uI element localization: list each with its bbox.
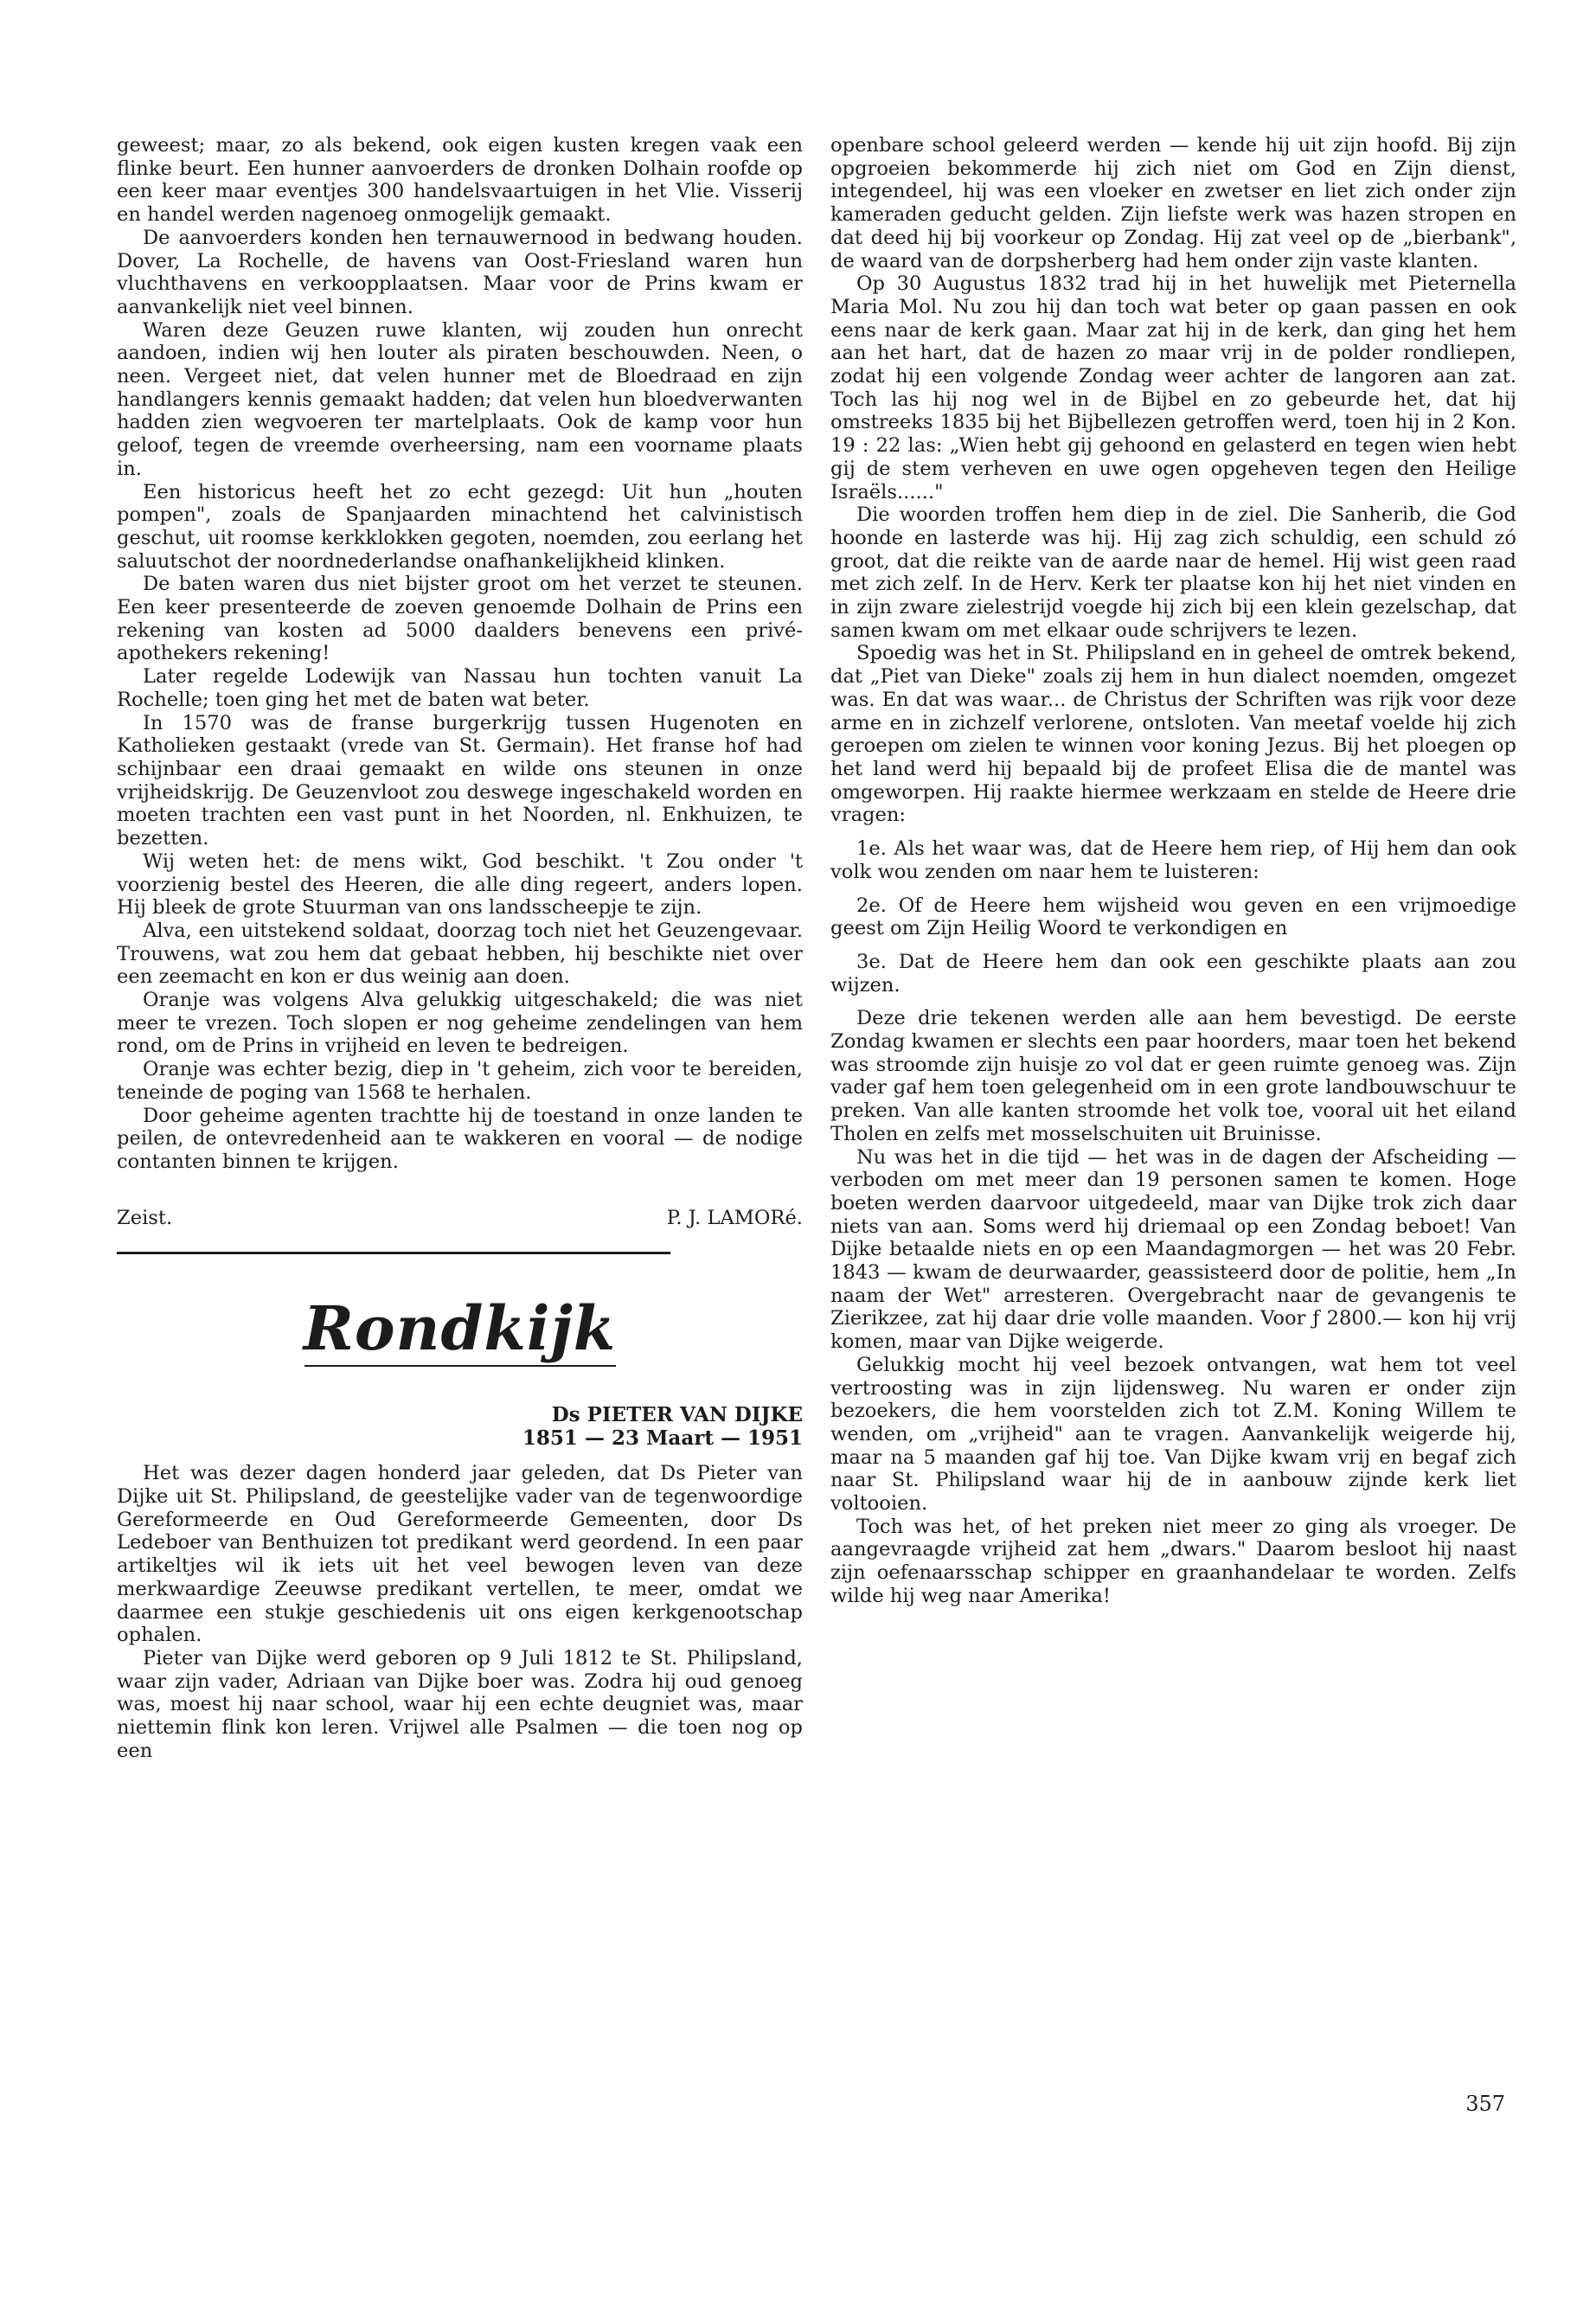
article-paragraph: Op 30 Augustus 1832 trad hij in het huwelijk met Pieternella Maria Mol. Nu zou hij dan toch wat beter op gaan passen en ook eens naar de kerk gaan. Maar zat hij in de kerk, dan ging het hem aan het hart, dat de hazen zo maar vrij in de polder rondliepen, zodat hij een volgende Zondag weer achter de langoren aan zat. Toch las hij nog wel in de Bijbel en zo gebeurde het, dat hij omstreeks 1835 bij het Bijbellezen getroffen werd, toen hij in 2 Kon. 19 : 22 las: „Wien hebt gij gehoond en gelasterd en tegen wien hebt gij de stem verheven en uwe ogen opgeheven tegen den Heilige Israëls......" xyxy=(830,272,1516,503)
article-paragraph: Alva, een uitstekend soldaat, doorzag toch niet het Geuzengevaar. Trouwens, wat zou hem dat gebaat hebben, hij beschikte niet over een zeemacht en kon er dus weinig aan doen. xyxy=(117,919,803,989)
article-paragraph: Oranje was volgens Alva gelukkig uitgeschakeld; die was niet meer te vrezen. Toch slopen er nog geheime zendelingen van hem rond, om de Prins in vrijheid en leven te bedreigen. xyxy=(117,989,803,1058)
article-paragraph: Die woorden troffen hem diep in de ziel. Die Sanherib, die God hoonde en lasterde was hij. Hij zag zich schuldig, een schuld zó groot, dat die reikte van de aarde naar de hemel. Hij wist geen raad met zich zelf. In de Herv. Kerk ter plaatse kon hij het niet vinden en in zijn zware zielestrijd voegde hij zich bij een klein gezelschap, dat samen kwam om met elkaar oude schrijvers te lezen. xyxy=(830,503,1516,642)
signature-author: P. J. LAMORé. xyxy=(666,1206,803,1229)
question-item: 3e. Dat de Heere hem dan ook een geschikte plaats aan zou wijzen. xyxy=(830,950,1516,997)
article-paragraph: geweest; maar, zo als bekend, ook eigen kusten kregen vaak een flinke beurt. Een hunner aanvoerders de dronken Dolhain roofde op een keer maar eventjes 300 handelsvaartuigen in het Vlie. Visserij en handel werden nagenoeg onmogelijk gemaakt. xyxy=(117,134,803,227)
article-paragraph: De baten waren dus niet bijster groot om het verzet te steunen. Een keer presenteerde de zoeven genoemde Dolhain de Prins een rekening van kosten ad 5000 daalders benevens een privé-apothekers rekening! xyxy=(117,573,803,665)
article-paragraph: Deze drie tekenen werden alle aan hem bevestigd. De eerste Zondag kwamen er slechts een paar hoorders, maar toen het bekend was stroomde zijn huisje zo vol dat er geen ruimte genoeg was. Zijn vader gaf hem toen gelegenheid om in een grote landbouwschuur te preken. Van alle kanten stroomde het volk toe, vooral uit het eiland Tholen en zelfs met mosselschuiten uit Bruinisse. xyxy=(830,1007,1516,1145)
article-paragraph: Wij weten het: de mens wikt, God beschikt. 't Zou onder 't voorzienig bestel des Heeren, die alle ding regeert, anders lopen. Hij bleek de grote Stuurman van ons landsscheepje te zijn. xyxy=(117,849,803,920)
article-signature xyxy=(117,1207,803,1230)
section-divider xyxy=(117,1252,670,1254)
headline-name: Ds PIETER VAN DIJKE xyxy=(551,1403,803,1427)
article-paragraph: Een historicus heeft het zo echt gezegd: Uit hun „houten pompen", zoals de Spanjaarden minachtend het calvinistisch geschut, uit roomse kerkklokken gegoten, noemden, zou eerlang het saluutschot der noordnederlandse onafhankelijkheid klinken. xyxy=(117,480,803,573)
article-paragraph: openbare school geleerd werden — kende hij uit zijn hoofd. Bij zijn opgroeien bekommerde hij zich niet om God en Zijn dienst, integendeel, hij was een vloeker en zwetser en liet zich onder zijn kameraden geducht gelden. Zijn liefste werk was hazen stropen en dat deed hij bij voorkeur op Zondag. Hij zat veel op de „bierbank", de waard van de dorpsherberg had hem onder zijn vaste klanten. xyxy=(830,134,1516,272)
article-paragraph: De aanvoerders konden hen ternauwernood in bedwang houden. Dover, La Rochelle, de havens van Oost-Friesland waren hun vluchthavens en verkoopplaatsen. Maar voor de Prins kwam er aanvankelijk niet veel binnen. xyxy=(117,226,803,318)
article-headline xyxy=(117,1403,803,1450)
article-paragraph: Oranje was echter bezig, diep in 't geheim, zich voor te bereiden, teneinde de poging van 1568 te herhalen. xyxy=(117,1058,803,1104)
question-item: 2e. Of de Heere hem wijsheid wou geven en een vrijmoedige geest om Zijn Heilig Woord te verkondigen en xyxy=(830,894,1516,940)
article-paragraph: Waren deze Geuzen ruwe klanten, wij zouden hun onrecht aandoen, indien wij hen louter als piraten beschouwden. Neen, o neen. Vergeet niet, dat velen hunner met de Bloedraad en zijn handlangers kennis gemaakt hadden; dat velen hun bloedverwanten hadden zien wegvoeren ter martelplaats. Ook de kamp voor hun geloof, tegen de vreemde overheersing, nam een voorname plaats in. xyxy=(117,318,803,480)
article-paragraph: Pieter van Dijke werd geboren op 9 Juli 1812 te St. Philipsland, waar zijn vader, Adriaan van Dijke boer was. Zodra hij oud genoeg was, moest hij naar school, waar hij een echte deugniet was, maar niettemin flink kon leren. Vrijwel alle Psalmen — die toen nog op een xyxy=(117,1646,803,1762)
article-paragraph: Nu was het in die tijd — het was in de dagen der Afscheiding — verboden om met meer dan 19 personen samen te komen. Hoge boeten werden daarvoor uitgedeeld, maar van Dijke trok zich daar niets van aan. Soms werd hij driemaal op een Zondag beboet! Van Dijke betaalde niets en op een Maandagmorgen — het was 20 Febr. 1843 — kwam de deurwaarder, geassisteerd door de politie, hem „In naam der Wet" arresteren. Overgebracht naar de gevangenis te Zierikzee, zat hij daar drie volle maanden. Voor ƒ 2800.— kon hij vrij komen, maar van Dijke weigerde. xyxy=(830,1145,1516,1354)
article-paragraph: Later regelde Lodewijk van Nassau hun tochten vanuit La Rochelle; toen ging het met de baten wat beter. xyxy=(117,665,803,711)
headline-dates: 1851 — 23 Maart — 1951 xyxy=(522,1426,803,1451)
title-underline xyxy=(304,1365,616,1367)
article-paragraph: Toch was het, of het preken niet meer zo ging als vroeger. De aangevraagde vrijheid zat hem „dwars." Daarom besloot hij naast zijn oefenaarsschap schipper en graanhandelaar te worden. Zelfs wilde hij weg naar Amerika! xyxy=(830,1515,1516,1607)
article-paragraph: In 1570 was de franse burgerkrijg tussen Hugenoten en Katholieken gestaakt (vrede van St. Germain). Het franse hof had schijnbaar een draai gemaakt en wilde ons steunen in onze vrijheidskrijg. De Geuzenvloot zou deswege ingeschakeld worden en moeten trachten een vast punt in het Noorden, nl. Enkhuizen, te bezetten. xyxy=(117,711,803,850)
left-column xyxy=(117,134,803,1762)
page-number: 357 xyxy=(1465,2092,1505,2116)
article-paragraph: Het was dezer dagen honderd jaar geleden, dat Ds Pieter van Dijke uit St. Philipsland, de geestelijke vader van de tegenwoordige Gereformeerde en Oud Gereformeerde Gemeenten, door Ds Ledeboer van Benthuizen tot predikant werd geordend. In een paar artikeltjes wil ik iets uit het veel bewogen leven van deze merkwaardige Zeeuwse predikant vertellen, te meer, omdat we daarmee een stukje geschiedenis uit ons eigen kerkgenootschap ophalen. xyxy=(117,1462,803,1647)
article-paragraph: Gelukkig mocht hij veel bezoek ontvangen, wat hem tot veel vertroosting was in zijn lijdensweg. Nu waren er onder zijn bezoekers, die hem voorstelden zich tot Z.M. Koning Willem te wenden, om „vrijheid" aan te vragen. Aanvankelijk weigerde hij, maar na 5 maanden gaf hij toe. Van Dijke kwam vrij en begaf zich naar St. Philipsland waar hij de in aanbouw zijnde kerk liet voltooien. xyxy=(830,1353,1516,1516)
question-item: 1e. Als het waar was, dat de Heere hem riep, of Hij hem dan ook volk wou zenden om naar hem te luisteren: xyxy=(830,837,1516,883)
section-title: Rondkijk xyxy=(303,1292,617,1365)
article-paragraph: Spoedig was het in St. Philipsland en in geheel de omtrek bekend, dat „Piet van Dieke" zoals zij hem in hun dialect noemden, omgezet was. En dat was waar... de Christus der Schriften was rijk voor deze arme en in zichzelf verlorene, ontsloten. Van meetaf voelde hij zich geroepen om zielen te winnen voor koning Jezus. Bij het ploegen op het land werd hij bepaald bij de profeet Elisa die de mantel was omgeworpen. Hij raakte hiermee werkzaam en stelde de Heere drie vragen: xyxy=(830,642,1516,827)
signature-place: Zeist. xyxy=(117,1206,173,1229)
right-column xyxy=(830,134,1516,1608)
article-paragraph: Door geheime agenten trachtte hij de toestand in onze landen te peilen, de ontevredenheid aan te wakkeren en vooral — de nodige contanten binnen te krijgen. xyxy=(117,1104,803,1173)
